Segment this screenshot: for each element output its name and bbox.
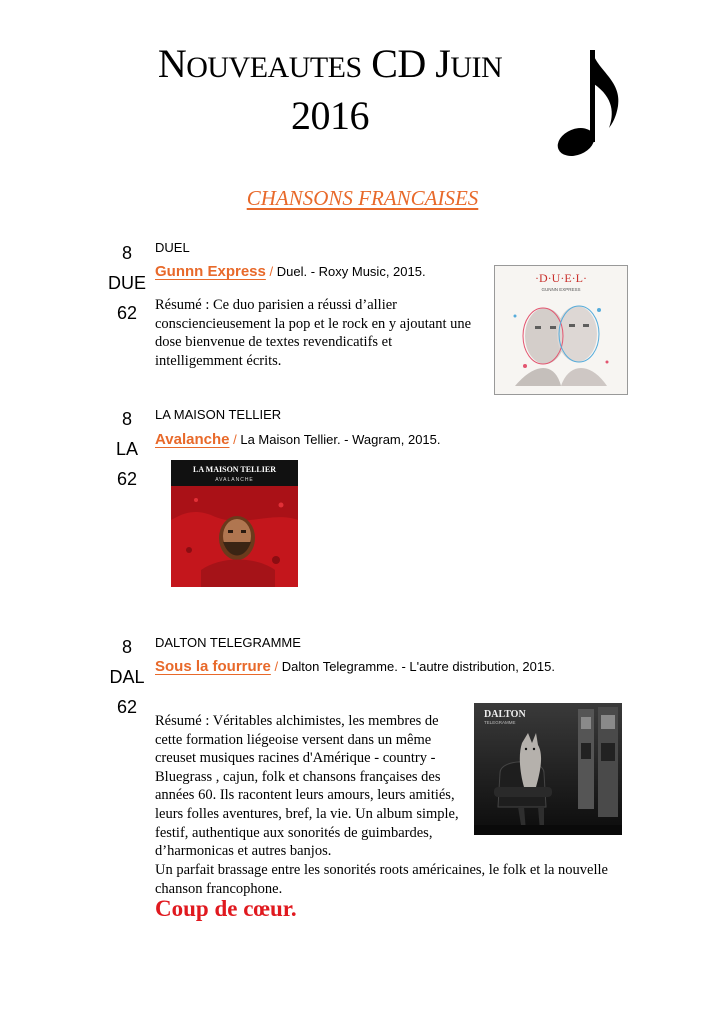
cover-band-name: DALTON <box>484 709 526 720</box>
album-summary-continuation: Un parfait brassage entre les sonorités roots américaines, le folk et la nouvelle chanson francophone. <box>155 862 608 897</box>
album-summary: Résumé : Véritables alchimistes, les membres de cette formation liégeoise versent dans un même creuset musiques racines d'Amérique - country - Bluegrass , cajun, folk et chansons françaises des années 60. Ils racontent leurs amours, leurs amitiés, leurs folles aventures, bref, la vie. Un album simple, festif, authentique aux sonorités de guimbardes, d’harmonicas et autres banjos. <box>155 713 459 860</box>
call-number <box>102 238 152 328</box>
call-number-line: LA <box>115 439 139 459</box>
album-title-link[interactable]: Avalanche <box>155 431 230 448</box>
title-line-1: NOUVEAUTES CD JUIN <box>157 41 503 86</box>
album-title-link[interactable]: Sous la fourrure <box>155 658 271 675</box>
publication-info: Dalton Telegramme. - L'autre distribution, 2015. <box>281 659 555 674</box>
call-number-line: 8 <box>121 243 132 263</box>
eighth-note-icon <box>556 44 624 160</box>
album-reference <box>155 262 485 282</box>
call-number-line: 8 <box>121 637 132 657</box>
call-number-line: 62 <box>116 469 138 489</box>
title-line-2: 2016 <box>291 93 369 138</box>
artist-name: DALTON TELEGRAMME <box>155 635 301 650</box>
album-summary: Résumé : Ce duo parisien a réussi d’allier consciencieusement la pop et le rock en y ajoutant une dose bienvenue de textes revendicatifs et intelligemment écrits. <box>155 297 472 369</box>
album-title-link[interactable]: Gunnn Express <box>155 263 266 280</box>
separator: / <box>233 432 237 447</box>
cover-band-name: ·D·U·E·L· <box>535 271 587 285</box>
cover-band-name: LA MAISON TELLIER <box>193 465 276 474</box>
album-reference <box>155 657 605 677</box>
artist-name: LA MAISON TELLIER <box>155 407 282 422</box>
call-number-line: DUE <box>107 273 146 293</box>
call-number <box>102 632 152 722</box>
page-title <box>60 40 600 140</box>
call-number-line: 62 <box>116 697 138 717</box>
album-cover-duel <box>494 265 628 395</box>
favorite-badge: Coup de cœur. <box>155 896 297 921</box>
call-number-line: 8 <box>121 409 132 429</box>
section-heading: CHANSONS FRANCAISES <box>246 186 479 210</box>
call-number <box>102 404 152 494</box>
cover-album-name: AVALANCHE <box>215 477 254 483</box>
separator: / <box>274 659 279 674</box>
album-cover-la-maison-tellier <box>171 460 298 587</box>
call-number-line: 62 <box>116 303 138 323</box>
publication-info: La Maison Tellier. - Wagram, 2015. <box>240 432 441 447</box>
call-number-line: DAL <box>109 667 145 687</box>
publication-info: Duel. - Roxy Music, 2015. <box>276 264 426 279</box>
album-reference <box>155 430 575 450</box>
album-cover-dalton-telegramme <box>474 703 622 835</box>
cover-album-name: GUNNN EXPRESS <box>541 287 581 292</box>
artist-name: DUEL <box>155 240 190 255</box>
separator: / <box>269 264 274 279</box>
cover-album-name: TELEGRAMME <box>484 720 516 725</box>
